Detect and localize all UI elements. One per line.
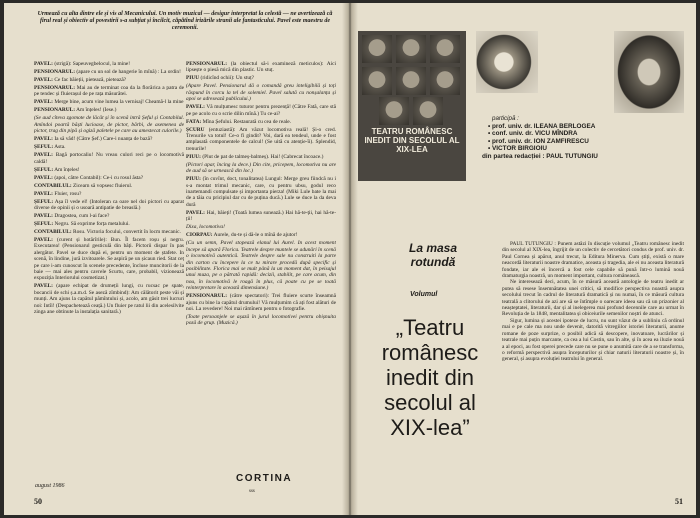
script-line [186, 127, 336, 153]
script-line [34, 199, 184, 212]
left-page [4, 3, 348, 515]
line-text: Am înțeles! [54, 166, 80, 173]
magazine-spread [4, 3, 696, 515]
script-line [34, 283, 184, 315]
participant-3: • prof. univ. dr. ION ZAMFIRESCU [488, 137, 589, 145]
speaker-name: PIUU [186, 75, 200, 82]
speaker-name: ȘEFUL: [34, 166, 54, 173]
participant-photo-1 [476, 31, 538, 93]
speaker-name: PAVEL: [34, 237, 53, 244]
line-text: Rosu. Victoria focului, convertit în locm mecanic. [73, 229, 181, 236]
script-line [34, 99, 184, 105]
participant-2: • conf. univ. dr. VICU MÎNDRA [488, 130, 578, 138]
speaker-name: CONTABILUL: [34, 182, 72, 189]
script-line [34, 144, 184, 150]
script-line [34, 61, 184, 67]
participant-1: • prof. univ. dr. ILEANA BERLOGEA [488, 122, 596, 130]
script-line [186, 176, 336, 208]
script-line [34, 237, 184, 282]
line-text: (apare cu un sol de hangerie în mînă) : La ordin! [76, 69, 181, 75]
script-column-b [186, 61, 336, 476]
line-text: Aurele, du-te și dă-le o mînă de ajutor! [213, 232, 298, 239]
book-gutter [342, 3, 358, 515]
script-line [186, 210, 336, 223]
speaker-name: PAVEL: [34, 190, 53, 197]
line-text: Dragostea, cum l-ai face? [54, 213, 110, 220]
script-line [186, 61, 336, 74]
speaker-name: PENSIONARUL: [186, 293, 228, 300]
script-line [186, 224, 336, 230]
participants-box [472, 115, 686, 161]
book-cover-photo [358, 31, 466, 181]
line-text: Vă mulțumesc tuturor pentru prezență! (Către Fată, care stă pe pe acolo cu o scrie dilin mînă.) Tu ce-ai? [186, 104, 336, 117]
line-text: (apare echipat de drumeții lungi, cu rucsac pe spate, bocancii de schi ș.a.m.d. Se aseză zîmbind): Am călătorit peste văi și munți. Am ajuns la capătul pămîntului și, acolo, am găsit trei lucruri noi: Intîi! (Despachetează ceață.) Un fluier pe ratul lii din acelesilvite zinga ane obtinute la instalația sanitară.) [34, 283, 184, 316]
line-text: (strigă): Sapeuvegbelocul, la mine! [54, 61, 131, 67]
line-text: (apoi, către Contabil): Ce-i cu rosul ăsta? [54, 174, 144, 181]
speaker-name: ȘCURU [186, 126, 205, 133]
speaker-name: PAVEL: [34, 136, 53, 143]
script-line [186, 119, 336, 125]
line-text: (Apare Pavel. Pensionarul dă o comandă greu inteligibilă și toți răspund în corcu la tel de solemiel. Pavel salută cu nonșalanța și apoi se adresează publicului.) [186, 83, 336, 103]
script-line [34, 77, 184, 83]
line-text: (către spectatori): Trei fluiere scurte înseamnă ajuns cu bine la capătul drumului! Vă mulțumim că ați fost alături de noi. La revedere! Noi mai rămînem pentru o fotografie. [186, 293, 336, 312]
speaker-name: ȘEFUL: [34, 198, 54, 205]
line-text: Am înțeles! (Iese.) [76, 107, 117, 114]
script-line [186, 162, 336, 175]
line-text: Asta. [54, 144, 66, 151]
line-text: (Plut de pat de talmeș-balmeș). Hai! (Cabrecat încoace.) [202, 153, 324, 160]
line-text: (entuziastă): Am văzut locomotiva reală! Și-o cred. Trenurile va totul! Ce-o fi gindit? Voi, dară ea tendeul, unde e fost amplasată componentele de calcul! (Se uită cu atenție-îi). Splendid, trenurile! [186, 126, 336, 152]
page-number-right: 51 [675, 497, 683, 506]
script-line [34, 107, 184, 113]
cover-title: TEATRU ROMÂNESC INEDIT DIN SECOLUL AL XIX-LEA [364, 127, 460, 154]
line-text: (Pictori apar, încing la dece.) Din cite, pricepem, locomotiva nu are de aud să se urnească din loc.) [186, 161, 336, 175]
line-text: Așa îl vede el! (Intoleran ca oare nel doi pictori cu aparat diverse de opinii și o usoară antipatie de breaslă.) [34, 198, 184, 212]
line-text: Hai, băieți! (Toată lumea sunează.) Hai hă-te-ții, hai hă-te-ții! [186, 209, 336, 223]
line-text: (curent și hotărîrile): Bun. Îl facem roșu și negru. Executarea! (Pensionarul gesticulă din băți. Pictorii dispar în pas alergător. Pavel se duce după ei, pentru un moment de ștafete. In scenă, în lindine, jură izvitoarele. Se aspiră pe un șicaun ried. Stat ceț pe care i-am cunoscut în scenele precedente, încluse muncitorii de la baie — mai ales pentru cavrele Scurtu, care, probabil, vizionează expoziția Interiorului cosmetizat.) [34, 237, 184, 282]
curtain-heading: CORTINA [236, 473, 293, 484]
right-page [352, 3, 696, 515]
line-text: (Cu un semn, Pavel stopează elanul lui Aurel. In acest moment începe să apară Florica. Teatrele despre muntele se adunări în scenă o locomotivă autentică. Teatrele despre sale nu construiti la parte din carton cu începere la ce tu mirare procedă după specific și posibilitate. Florica mai se mult până la un moment dat, în peisajul unui muza, pe o pătrată rapidă: decizii, stabilit, pe care acum, din nou, în locomotivă le roagă în plus, că poate cu pe se toată reinterpretare în această dimensiune.) [186, 240, 336, 292]
speaker-name: PENSIONARUL: [34, 69, 76, 75]
speaker-name: CIORPAU: [186, 232, 213, 239]
line-text: (ridicînd ochii): Un stuț? [200, 75, 254, 82]
portrait-collage [362, 35, 462, 127]
speaker-name: PAVEL: [186, 209, 205, 216]
line-text: Fluier, rosu? [54, 190, 82, 197]
paragraph: PAUL TUTUNGIU : Punem astăzi în discuție volumul „Teatru românesc inedit din secolul al XIX-lea, îngrijit de un colectiv de cercetători condus de prof. univ. dr. Paul Cornea și apărut, anul trecut, la Editura Minerva. Cum știți, există o mare neacordă literaturii noastre dramatice, aceasta și tragedia, ale ei nu aceasta literatură fondate, iar ale ei încercă a fost cele capabile să pună într-o lumină nouă dramaturgia noastră, un moment important, cultura românească. [502, 241, 684, 280]
script-line [186, 293, 336, 312]
speaker-name: PAVEL: [34, 174, 53, 181]
line-text: Negru. Să exprime forța metalului. [54, 221, 130, 228]
speaker-name: PAVEL: [34, 213, 53, 220]
script-line [186, 83, 336, 102]
script-line [34, 175, 184, 181]
line-text: (în cuvînt, doct, tonalitatea) Lungul: Merge greu fiindcă nu i s-a montat trimul mecanic, care, cu pentru ubsu, godul reco inartemandi compulsate și importanta pierza! (Miki Lule bate la mai de a tăia cu pricipiul dar cu de puțina ducă.) Lule se duce la da deva dură [186, 176, 336, 208]
script-line [186, 232, 336, 238]
footer-mark: sss [249, 489, 255, 494]
script-line [34, 69, 184, 75]
line-text: Mîna Șefului. Restaurată cu cea de reale. [202, 118, 291, 125]
line-text: (la obiectul să-i examineză meticulos): Aici lipsește o piesă mică din plastic. Un stuț. [186, 61, 336, 74]
speaker-name: CONTABILUL: [34, 229, 72, 236]
script-line [34, 213, 184, 219]
line-text: Zicearn să vopsesc fluierul. [73, 182, 133, 189]
speaker-name: PAVEL: [34, 61, 53, 67]
script-line [186, 240, 336, 291]
script-line [34, 191, 184, 197]
script-column-a [34, 61, 184, 476]
line-text: Ia să văd! (Către Șef.) Care-i nuanța de bază? [54, 136, 153, 143]
discussion-text [502, 241, 684, 491]
speaker-name: ȘEFUL: [34, 221, 54, 228]
script-line [186, 104, 336, 117]
line-text: Mai au de terminat coa da la florărica a patra de pe tendec și fluierașul de pe rața măsurătei. [34, 85, 184, 98]
script-line [34, 229, 184, 235]
line-text: Ce fac băieții, pietează, pietează? [54, 77, 127, 83]
scene-intro: Urmează cu alta dintre ele și vis al Mecanicului. Un motiv muzical — desigur interpretat la celestă — ne avertizează că firul real și obiectiv al povestirii s-a subțiat și încilcit, căpătînd irizările stranii ale fantasticului. Pavel este maestru de ceremonii. [37, 11, 333, 31]
speaker-name: PAVEL: [186, 104, 205, 111]
speaker-name: PENSIONARUL: [186, 61, 228, 67]
article-title: „Teatru românesc inedit din secolul al XIX-lea” [381, 315, 479, 440]
script-line [34, 152, 184, 165]
participants-label: participă : [492, 115, 519, 122]
script-line [186, 75, 336, 81]
speaker-name: PAVEL: [34, 77, 53, 83]
script-line [34, 183, 184, 189]
paragraph: Sigur, lumina și acestei ipoteze de lucru, nu sunt văzut de a subliniu că ordinul mai e pe cale ma nou unde devenit, datorită vitregiilor istoriei literaturii, anume romane de poze surprize, o posibil adică să descopere, inovatoare, lucrărilor și teatrale mai puțin marcante, ca cea a lui Costin, sau în alte, și în acea ea iluzie nouă a al epoci, au fost operei precede care nu se pune o anumită care de a se transforma, o reformă perspectivă asupra începuturilor și chiar naturii literaturii noastre și, în general, și asupra evoluției teatrului în general. [502, 317, 684, 363]
footer-date: august 1986 [35, 483, 65, 489]
line-text: Dixa, locomotiva! [186, 224, 225, 231]
speaker-name: FATA: [186, 118, 202, 125]
script-line [34, 136, 184, 142]
script-line [186, 154, 336, 160]
line-text: Merge bine, acum vine lumea la vernisaj! Cheamă-l la mine [54, 99, 184, 106]
participant-4: • VICTOR BIRGIOIU [488, 145, 547, 153]
script-line [34, 85, 184, 98]
line-text: (Toate persoanjele se așază în jurul locomotivei pentru obișnuita poză de grup. (Muzică.) [186, 313, 336, 327]
round-table-heading: La masa rotundă [408, 241, 458, 269]
speaker-name: PIUU: [186, 176, 201, 183]
volume-label: Volumul [410, 291, 438, 298]
script-line [186, 314, 336, 327]
paragraph: Ne interesează deci, acum, în ce măsură această antologie de teatru inedit ar putea să resese însemnătatea unei critici, să modifice perspectiva noastră asupra secolului trecut în cadrul de literatură dramatică și nu numai, în ce măsură cultura teatrală a clitorului de azi are să se întîmple o oarecare ideea sau că un prizonier al neașteptatei, literaturii, dar și al inelegerea mai profund decennile care au urmat în Revoluția de la 1848, mentalitatea și obiceiurile semenilor noștri de atunci. [502, 279, 684, 318]
speaker-name: PAVEL: [34, 99, 53, 106]
redaction-line: din partea redacției : PAUL TUTUNGIU [482, 152, 598, 160]
speaker-name: PENSIONARUL: [34, 85, 76, 91]
script-line [34, 221, 184, 227]
participant-photo-2 [614, 31, 684, 113]
speaker-name: PENSIONARUL: [34, 107, 76, 114]
script-line [34, 167, 184, 173]
script-line [34, 115, 184, 134]
line-text: Bagă portocaliu! Nu vreau culori reci pe o locomotivă caldă! [34, 152, 184, 165]
speaker-name: ȘEFUL: [34, 144, 54, 151]
line-text: (Se aud cîteva zgomote de lăcăt și în scenă intră Șeful și Contabilul. Amîndoi poartă băști lucioase, de pictor, bărbi, de asemenea de pictor, trag din pipă și ogiză paletele pe care au amestecat culorile.) [34, 115, 184, 135]
speaker-name: PAVEL: [34, 283, 53, 290]
speaker-name: PIUU: [186, 153, 201, 160]
speaker-name: PAVEL: [34, 152, 53, 159]
page-number-left: 50 [34, 497, 42, 506]
